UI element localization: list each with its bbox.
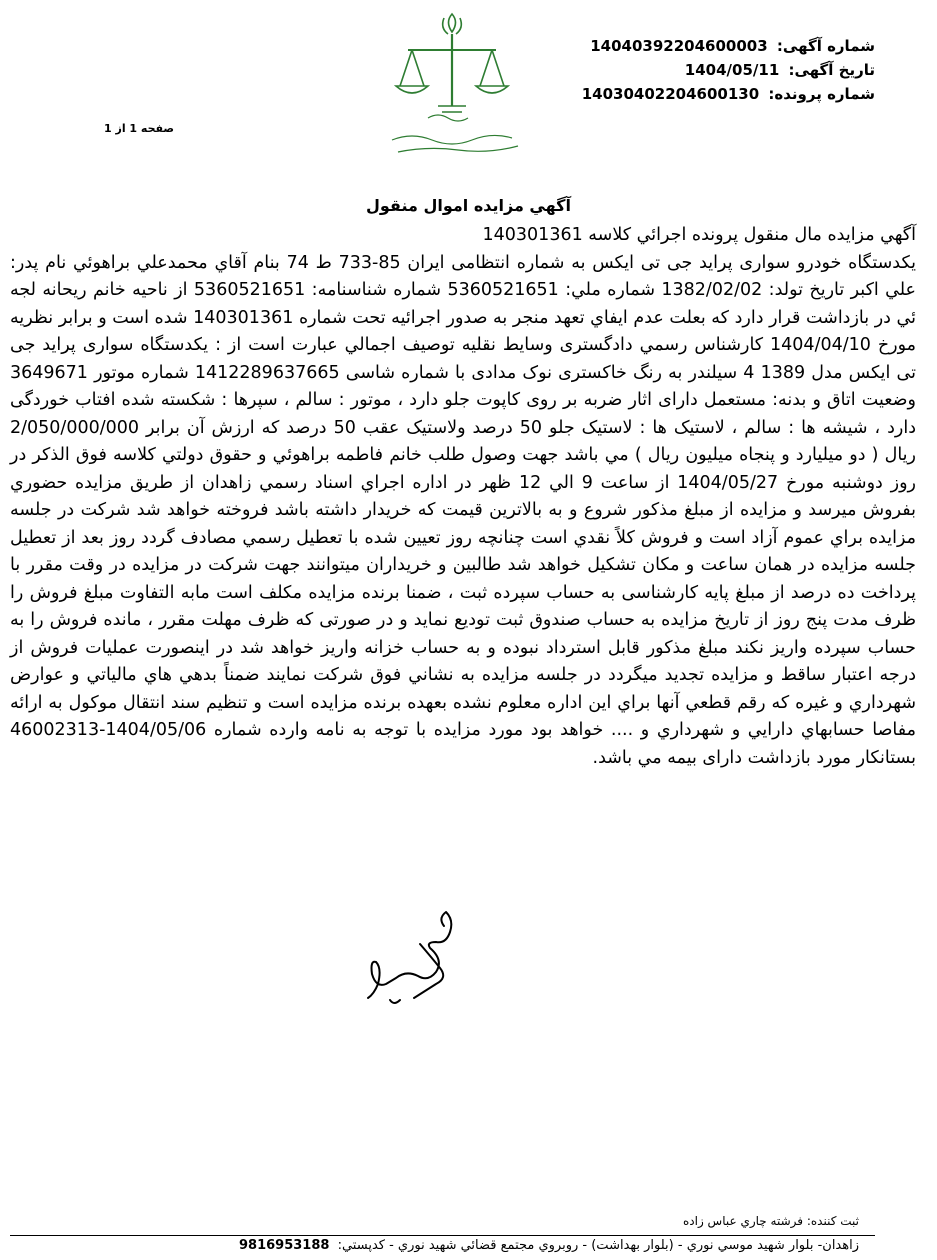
ad-number: 14040392204600003 xyxy=(590,37,768,55)
ad-number-row xyxy=(515,34,875,58)
file-number-row xyxy=(515,82,875,106)
signature-icon xyxy=(360,900,490,1020)
file-number-label: شماره پرونده: xyxy=(768,85,875,103)
ad-date-label: تاریخ آگهی: xyxy=(788,61,875,79)
file-number: 14030402204600130 xyxy=(581,85,760,103)
page-indicator: صفحه 1 از 1 xyxy=(104,122,175,135)
postal-code: 9816953188 xyxy=(238,1238,330,1253)
ad-date: 1404/05/11 xyxy=(684,61,780,79)
document-title: آگهي مزايده اموال منقول xyxy=(366,196,571,215)
ad-number-label: شماره آگهی: xyxy=(776,37,875,55)
auction-heading-line: آگهي مزايده مال منقول پرونده اجرائي كلاسه 140301361 xyxy=(482,225,916,245)
ad-date-row xyxy=(515,58,875,82)
judiciary-emblem-icon xyxy=(378,6,540,162)
office-address xyxy=(239,1238,859,1253)
registrar-name: فرشته چاري عباس زاده xyxy=(682,1214,804,1228)
auction-description: يكدستگاه خودرو سواری پراید جی تی ایکس به شماره انتظامی ایران 85-733 ط 74 بنام آقاي محمدعلي براهوئي نام پدر: علي اكبر تاريخ تولد: 1382/02/02 شماره ملي: 5360521651 شماره شناسنامه: 5360521651 از ناحيه خانم ريحانه لجه ئي در بازداشت قرار دارد كه بعلت عدم ايفاي تعهد منجر به صدور اجرائيه تحت شماره 140301361 شده است و برابر نظريه مورخ 1404/04/10 كارشناس رسمي دادگستری وسايط نقليه توصيف اجمالي عبارت است از : يكدستگاه سواری پراید جی تی ایکس مدل 1389 4 سیلندر به رنگ خاکستری نوک مدادی با شماره شاسی 1412289637665 شماره موتور 3649671 وضعیت اتاق و بدنه: مستعمل دارای اثار ضربه بر روی کاپوت جلو دارد ، موتور : سالم ، سپرها : شکسته شده افتاب خوردگی دارد ، شیشه ها : سالم ، لاستیک ها : لاستیک جلو 50 درصد ولاستیک عقب 50 درصد كه ارزش آن برابر 2/050/000/000 ريال ( دو میلیارد و پنجاه میلیون ریال ) مي باشد جهت وصول طلب خانم فاطمه براهوئي و حقوق دولتي كلاسه فوق الذكر در روز دوشنبه مورخ 1404/05/27 از ساعت 9 الي 12 ظهر در اداره اجراي اسناد رسمي زاهدان از طريق مزايده حضوري بفروش ميرسد و مزايده از مبلغ مذكور شروع و به بالاترين قيمت كه خريدار داشته باشد فروخته خواهد شد شركت در جلسه مزايده براي عموم آزاد است و فروش كلاً نقدي است چنانچه روز تعيين شده با تعطيل رسمي مصادف گردد روز بعد از تعطيل جلسه مزايده در همان ساعت و مكان تشكيل خواهد شد طالبين و خريداران ميتوانند جهت شركت در مزايده در وقت مقرر با پرداخت ده درصد از مبلغ پايه كارشناسی به حساب سپرده ثبت ، ضمنا برنده مزايده مكلف است مابه التفاوت مبلغ فروش را ظرف مدت پنج روز از تاريخ مزايده به حساب صندوق ثبت توديع نمايد و در صورتی كه ظرف مهلت مقرر ، مانده فروش را به حساب سپرده واريز نكند مبلغ مذكور قابل استرداد نبوده و به حساب خزانه واريز خواهد شد در اينصورت عمليات فروش از درجه اعتبار ساقط و مزايده تجديد ميگردد در جلسه مزايده به نشاني فوق شركت نمايند ضمناً بدهي هاي مالياتي و عوارض شهرداري و غيره كه رقم قطعي آنها براي اين اداره معلوم نشده بعهده برنده مزايده است و تنظيم سند انتقال موكول به ارائه مفاصا حسابهاي دارايي و شهرداري و .... خواهد بود مورد مزايده با توجه به نامه وارده شماره 1404/05/06-46002313 بستانكار مورد بازداشت دارای بیمه مي باشد. xyxy=(10,252,917,768)
registrar-label: ثبت کننده: xyxy=(806,1214,859,1228)
address-text: زاهدان- بلوار شهيد موسي نوري - (بلوار بهداشت) - روبروي مجتمع قضائي شهيد نوري - كدپستي: xyxy=(337,1238,859,1253)
footer-divider xyxy=(10,1235,875,1236)
ad-meta xyxy=(515,34,875,106)
auction-body xyxy=(10,222,916,772)
registrar xyxy=(683,1214,859,1228)
